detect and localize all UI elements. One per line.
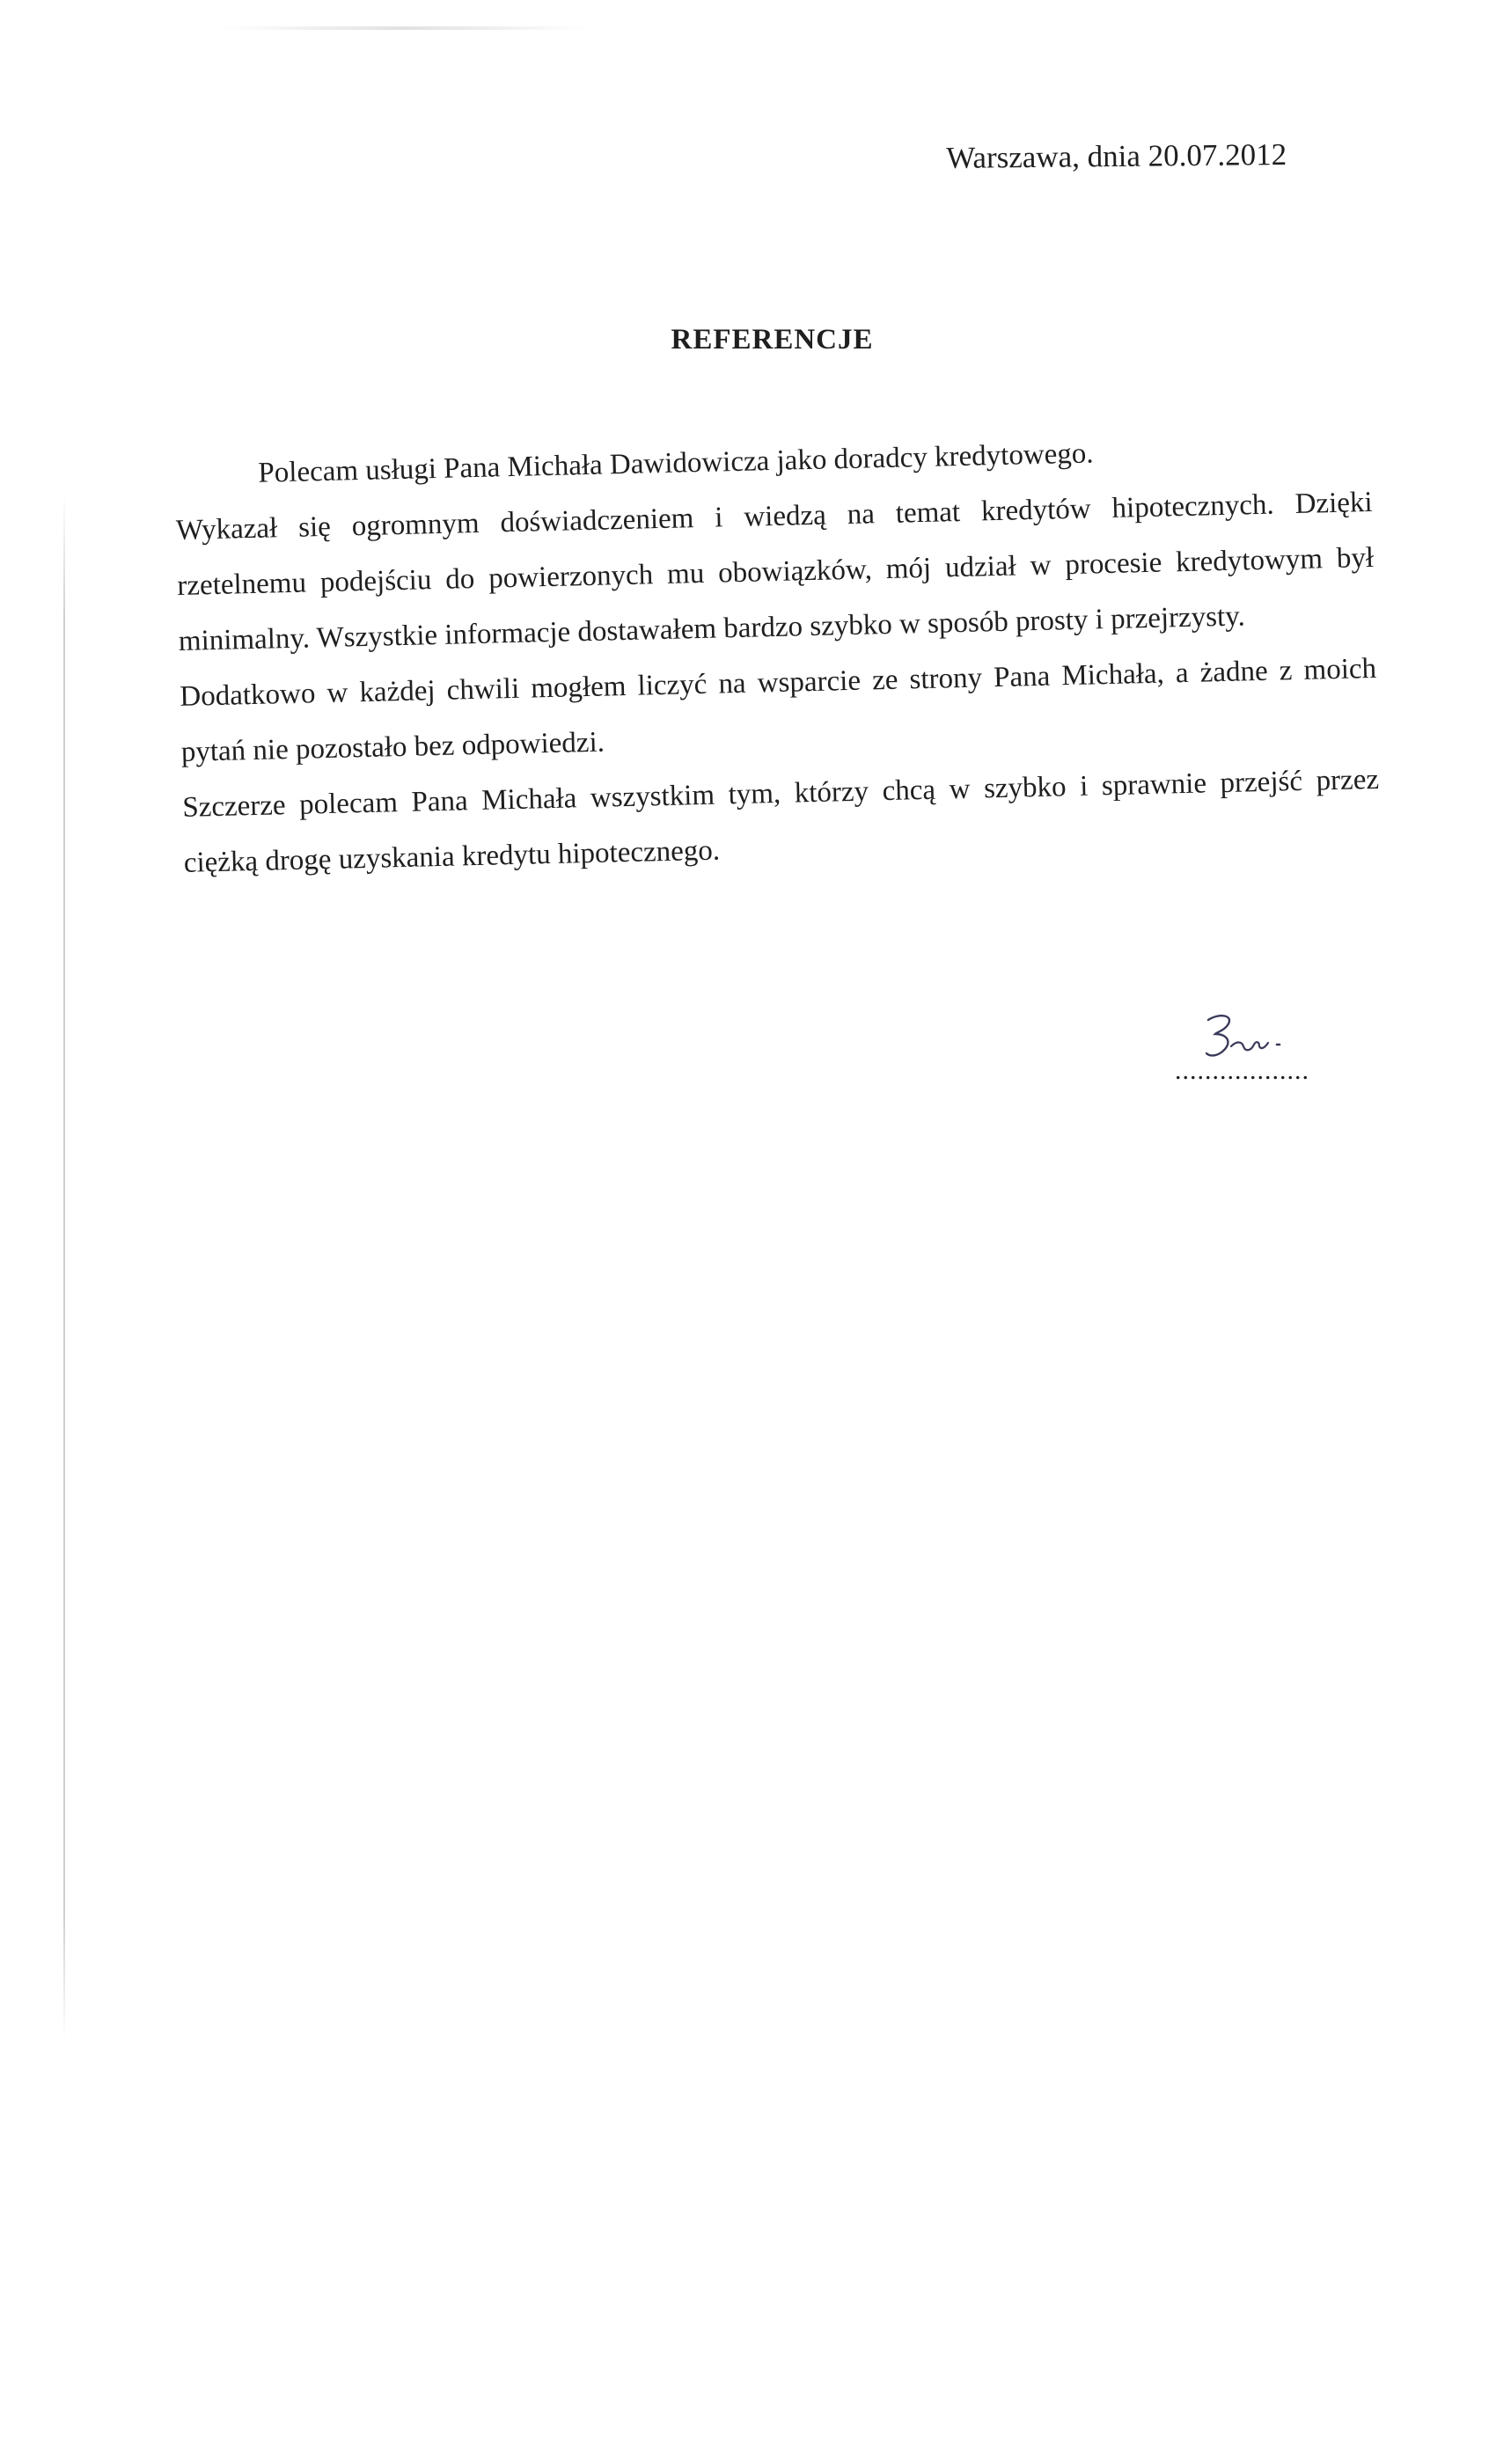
scan-smudge [220,26,590,30]
body-line: ciężką drogę uzyskania kredytu hipotecznego. [183,834,721,879]
scan-edge-line [63,493,65,2042]
document-title: REFERENCJE [671,324,874,356]
place-and-date: Warszawa, dnia 20.07.2012 [946,136,1287,175]
letter-body [174,429,1381,901]
body-line: rzetelnemu podejściu do powierzonych mu obowiązków, mój udział w procesie kredytowym był [177,541,1375,602]
body-line: Szczerze polecam Pana Michała wszystkim tym, którzy chcą w szybko i sprawnie przejść przez [181,763,1380,824]
body-line: Wykazał się ogromnym doświadczeniem i wiedzą na temat kredytów hipotecznych. Dzięki [175,486,1374,546]
body-line: minimalny. Wszystkie informacje dostawałem bardzo szybko w sposób prosty i przejrzysty. [178,600,1246,657]
body-line: pytań nie pozostało bez odpowiedzi. [180,726,605,768]
signature-dotted-line: .................. [1175,1056,1309,1085]
body-line: Dodatkowo w każdej chwili mogłem liczyć na wsparcie ze strony Pana Michała, a żadne z moich [179,652,1377,713]
body-line: Polecam usługi Pana Michała Dawidowicza jako doradcy kredytowego. [258,437,1094,489]
